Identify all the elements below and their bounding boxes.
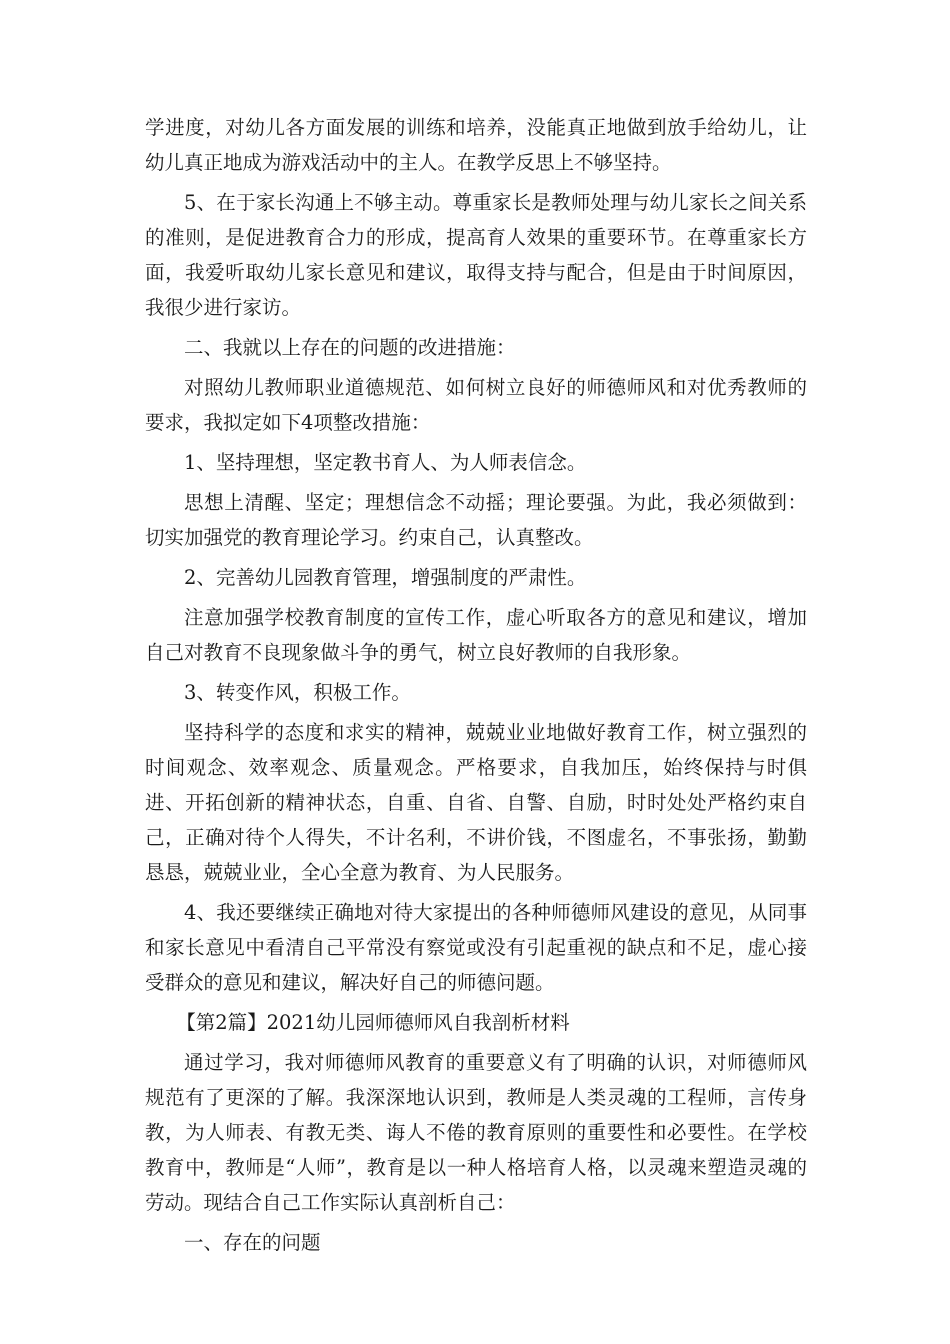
measure-body-3: 坚持科学的态度和求实的精神，兢兢业业地做好教育工作，树立强烈的时间观念、效率观念、质量观念。严格要求，自我加压，始终保持与时俱进、开拓创新的精神状态，自重、自省、自警、自励，时时处处严格约束自己，正确对待个人得失，不计名利，不讲价钱，不图虚名，不事张扬，勤勤恳恳，兢兢业业，全心全意为教育、为人民服务。 (145, 721, 807, 884)
measure-heading-3: 3、转变作风，积极工作。 (184, 681, 411, 704)
article-title-2: 【第2篇】2021幼儿园师德师风自我剖析材料 (176, 1011, 570, 1034)
measure-heading-1: 1、坚持理想，坚定教书育人、为人师表信念。 (184, 451, 587, 474)
measure-body-1: 思想上清醒、坚定；理想信念不动摇；理论要强。为此，我必须做到：切实加强党的教育理论学习。约束自己，认真整改。 (145, 491, 807, 549)
paragraph-continuation: 学进度，对幼儿各方面发展的训练和培养，没能真正地做到放手给幼儿，让幼儿真正地成为游戏活动中的主人。在教学反思上不够坚持。 (145, 116, 807, 174)
paragraph-item-5: 5、在于家长沟通上不够主动。尊重家长是教师处理与幼儿家长之间关系的准则，是促进教育合力的形成，提高育人效果的重要环节。在尊重家长方面，我爱听取幼儿家长意见和建议，取得支持与配合，但是由于时间原因，我很少进行家访。 (145, 191, 807, 319)
paragraph-intro-measures: 对照幼儿教师职业道德规范、如何树立良好的师德师风和对优秀教师的要求，我拟定如下4项整改措施： (145, 376, 807, 434)
measure-body-2: 注意加强学校教育制度的宣传工作，虚心听取各方的意见和建议，增加自己对教育不良现象做斗争的勇气，树立良好教师的自我形象。 (145, 606, 807, 664)
article-2-intro: 通过学习，我对师德师风教育的重要意义有了明确的认识，对师德师风规范有了更深的了解。我深深地认识到，教师是人类灵魂的工程师，言传身教，为人师表、有教无类、诲人不倦的教育原则的重要性和必要性。在学校教育中，教师是“人师”，教育是以一种人格培育人格，以灵魂来塑造灵魂的劳动。现结合自己工作实际认真剖析自己： (145, 1051, 807, 1214)
document-body (145, 110, 807, 1265)
measure-heading-2: 2、完善幼儿园教育管理，增强制度的严肃性。 (184, 566, 587, 589)
measure-item-4: 4、我还要继续正确地对待大家提出的各种师德师风建设的意见，从同事和家长意见中看清自己平常没有察觉或没有引起重视的缺点和不足，虚心接受群众的意见和建议，解决好自己的师德问题。 (145, 901, 807, 994)
section-heading-improvement: 二、我就以上存在的问题的改进措施： (184, 336, 516, 359)
section-heading-problems: 一、存在的问题 (184, 1231, 321, 1254)
